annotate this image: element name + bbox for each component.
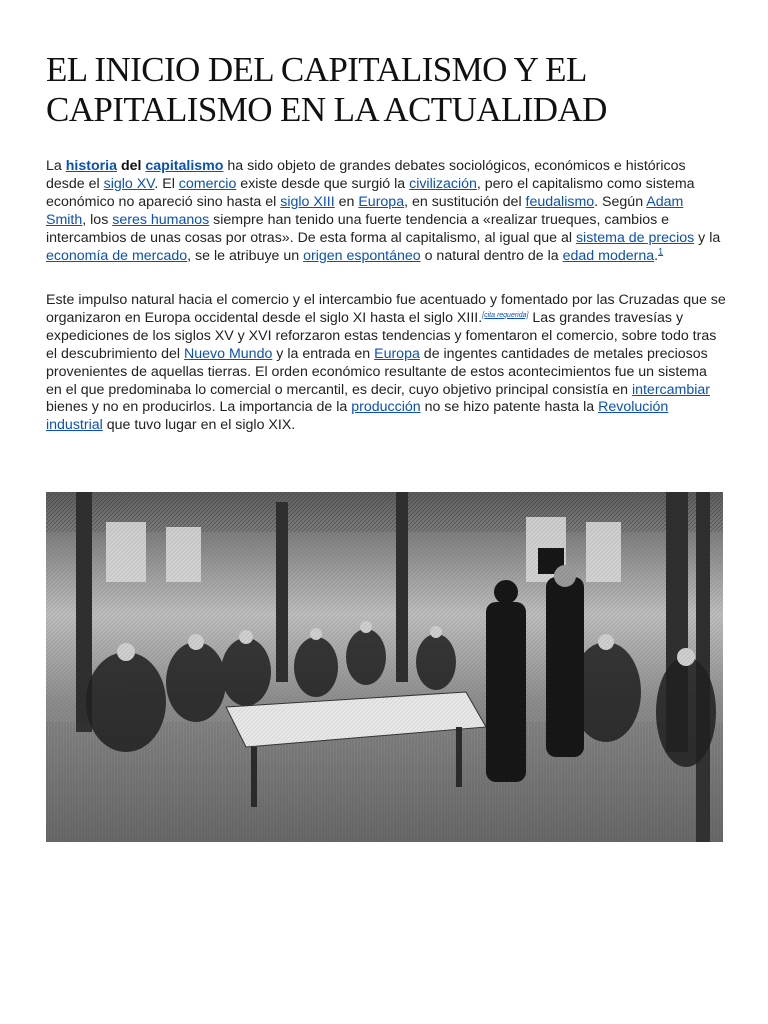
factory-engraving-image <box>46 492 723 842</box>
link-edad-moderna[interactable]: edad moderna <box>562 247 655 264</box>
text: y la entrada en <box>272 345 375 362</box>
text: bienes y no en producirlos. La importancia de la <box>46 399 352 416</box>
link-seres-humanos[interactable]: seres humanos <box>112 211 210 228</box>
link-historia[interactable]: historia <box>65 158 117 174</box>
page-title: EL INICIO DEL CAPITALISMO Y EL CAPITALISMO EN LA ACTUALIDAD <box>46 50 607 129</box>
reference-link[interactable]: 1 <box>658 245 664 256</box>
link-nuevo-mundo[interactable]: Nuevo Mundo <box>184 345 273 362</box>
text: , en sustitución del <box>404 193 526 210</box>
link-origen-espontaneo[interactable]: origen espontáneo <box>303 247 421 264</box>
citation-needed <box>482 312 528 319</box>
link-siglo-xiii[interactable]: siglo XIII <box>280 193 335 210</box>
link-economia-de-mercado[interactable]: economía de mercado <box>46 247 188 264</box>
text: Las grandes travesías y expediciones de los siglos XV y XVI reforzaron estas tendencias y fomentaron el comercio, sobre todo tras el descubrimiento del <box>46 309 717 362</box>
text: , los <box>82 211 113 228</box>
link-comercio[interactable]: comercio <box>178 175 237 192</box>
paragraph-intro <box>46 158 726 265</box>
text: y la <box>694 229 721 246</box>
link-feudalismo[interactable]: feudalismo <box>525 193 595 210</box>
link-produccion[interactable]: producción <box>351 399 421 416</box>
paragraph-cruzadas <box>46 292 726 435</box>
link-adam-smith[interactable]: Adam Smith <box>46 193 684 228</box>
text: o natural dentro de la <box>420 247 563 264</box>
text: siempre han tenido una fuerte tendencia a «realizar trueques, cambios e intercambios de unas cosas por otras». De esta forma al capitalismo, al igual que al <box>46 211 670 246</box>
text: La <box>46 158 66 174</box>
text: , pero el capitalismo como sistema económico no apareció sino hasta el <box>46 175 695 210</box>
text: en <box>334 193 359 210</box>
bold-del: del <box>120 158 142 174</box>
link-siglo-xv[interactable]: siglo XV <box>103 175 155 192</box>
link-intercambiar[interactable]: intercambiar <box>631 381 711 398</box>
link-civilizacion[interactable]: civilización <box>409 175 477 192</box>
text: , se le atribuye un <box>187 247 304 264</box>
text: Este impulso natural hacia el comercio y el intercambio fue acentuado y fomentado por las Cruzadas que se organizaron en Europa occidental desde el siglo XI hasta el siglo XIII. <box>46 292 726 326</box>
text: . El <box>154 175 179 192</box>
text: no se hizo patente hasta la <box>420 399 599 416</box>
text: . <box>654 247 659 264</box>
link-capitalismo[interactable]: capitalismo <box>145 158 224 174</box>
text: existe desde que surgió la <box>236 175 410 192</box>
text: ha sido objeto de grandes debates sociológicos, económicos e históricos desde el <box>46 158 686 192</box>
reference-marker <box>658 246 663 256</box>
text: que tuvo lugar en el siglo XIX. <box>102 417 296 434</box>
link-sistema-de-precios[interactable]: sistema de precios <box>575 229 695 246</box>
text: . Según <box>594 193 647 210</box>
link-europa[interactable]: Europa <box>374 345 420 362</box>
link-revolucion-industrial[interactable]: Revolución industrial <box>46 399 669 434</box>
engraving-illustration <box>46 492 723 842</box>
link-europa[interactable]: Europa <box>358 193 405 210</box>
citation-needed-link[interactable]: [cita requerida] <box>482 311 529 319</box>
text: de ingentes cantidades de metales preciosos provenientes de aquellas tierras. El orden económico resultante de estos acontecimientos fue un sistema en el que predominaba lo comercial o mercantil, es decir, cuyo objetivo principal consistía en <box>46 345 708 398</box>
